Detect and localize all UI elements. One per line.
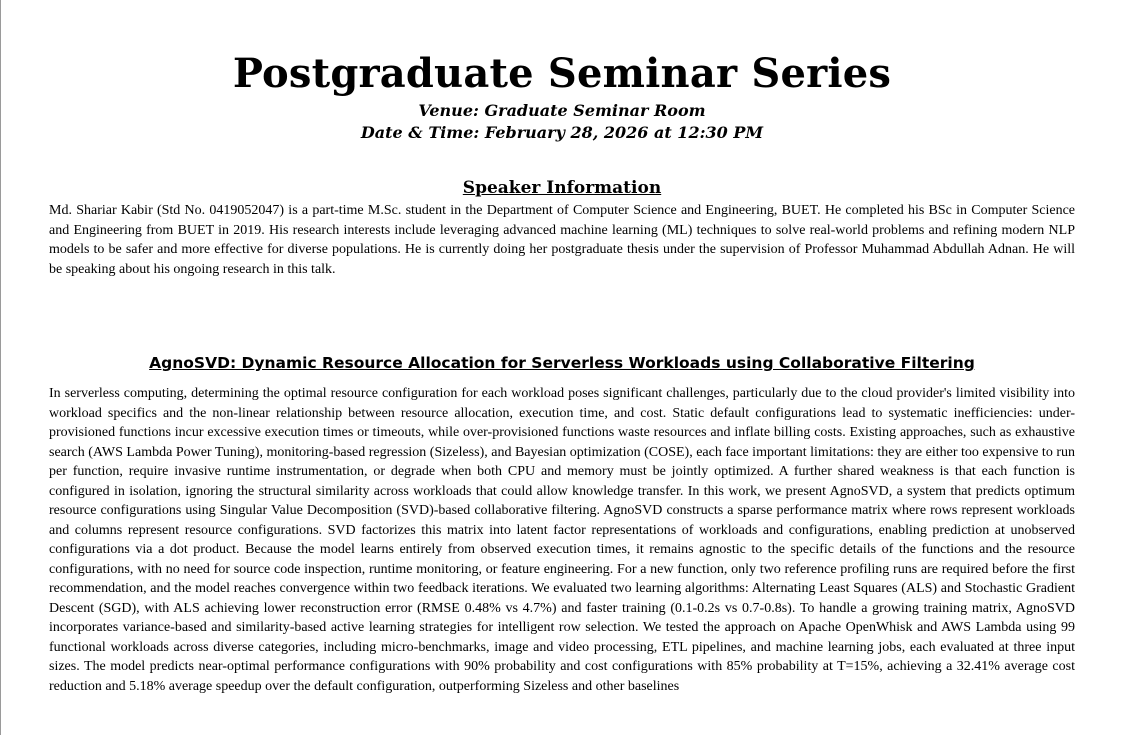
speaker-bio: Md. Shariar Kabir (Std No. 0419052047) is a part-time M.Sc. student in the Department of Computer Science and Engineering, BUET. He completed his BSc in Computer Science and Engineering from BUET in 2019. His research interests include leveraging advanced machine learning (ML) techniques to solve real-world problems and refining modern NLP models to be safer and more effective for diverse populations. He is currently doing her postgraduate thesis under the supervision of Professor Muhammad Abdullah Adnan. He will be speaking about his ongoing research in this talk. [49,203,1075,277]
talk-title: AgnoSVD: Dynamic Resource Allocation for Serverless Workloads using Collaborative Filtering [149,354,975,372]
venue-line: Venue: Graduate Seminar Room [418,101,706,120]
page-left-border [0,0,1,735]
speaker-info-heading: Speaker Information [462,178,662,198]
page-title: Postgraduate Seminar Series [232,50,892,97]
talk-abstract: In serverless computing, determining the optimal resource configuration for each workload poses significant challenges, particularly due to the cloud provider's limited visibility into workload specifics and the non-linear relationship between resource allocation, execution time, and cost. Static default configurations lead to systematic inefficiencies: under-provisioned functions incur excessive execution times or timeouts, while over-provisioned functions waste resources and inflate billing costs. Existing approaches, such as exhaustive search (AWS Lambda Power Tuning), monitoring-based regression (Sizeless), and Bayesian optimization (COSE), each face important limitations: they are either too expensive to run per function, require invasive runtime instrumentation, or degrade when both CPU and memory must be jointly optimized. A further shared weakness is that each function is configured in isolation, ignoring the structural similarity across workloads that could allow knowledge transfer. In this work, we present AgnoSVD, a system that predicts optimum resource configurations using Singular Value Decomposition (SVD)-based collaborative filtering. AgnoSVD constructs a sparse performance matrix where rows represent workloads and columns represent resource configurations. SVD factorizes this matrix into latent factor representations of workloads and configurations, enabling prediction at unobserved configurations via a dot product. Because the model learns entirely from observed execution times, it remains agnostic to the specific details of the functions and the resource configurations, with no need for source code inspection, runtime monitoring, or feature engineering. For a new function, only two reference profiling runs are required before the first recommendation, and the model reaches convergence within two feedback iterations. We evaluated two learning algorithms: Alternating Least Squares (ALS) and Stochastic Gradient Descent (SGD), with ALS achieving lower reconstruction error (RMSE 0.48% vs 4.7%) and faster training (0.1-0.2s vs 0.7-0.8s). To handle a growing training matrix, AgnoSVD incorporates variance-based and similarity-based active learning strategies for intelligent row selection. We tested the approach on Apache OpenWhisk and AWS Lambda using 99 functional workloads across diverse categories, including micro-benchmarks, image and video processing, ETL pipelines, and machine learning jobs, each evaluated at three input sizes. The model predicts near-optimal performance configurations with 90% probability and cost configurations with 85% probability at T=15%, achieving a 32.41% average cost reduction and 5.18% average speedup over the default configuration, outperforming Sizeless and other baselines [49,386,1075,694]
date-time-line: Date & Time: February 28, 2026 at 12:30 PM [360,123,764,142]
